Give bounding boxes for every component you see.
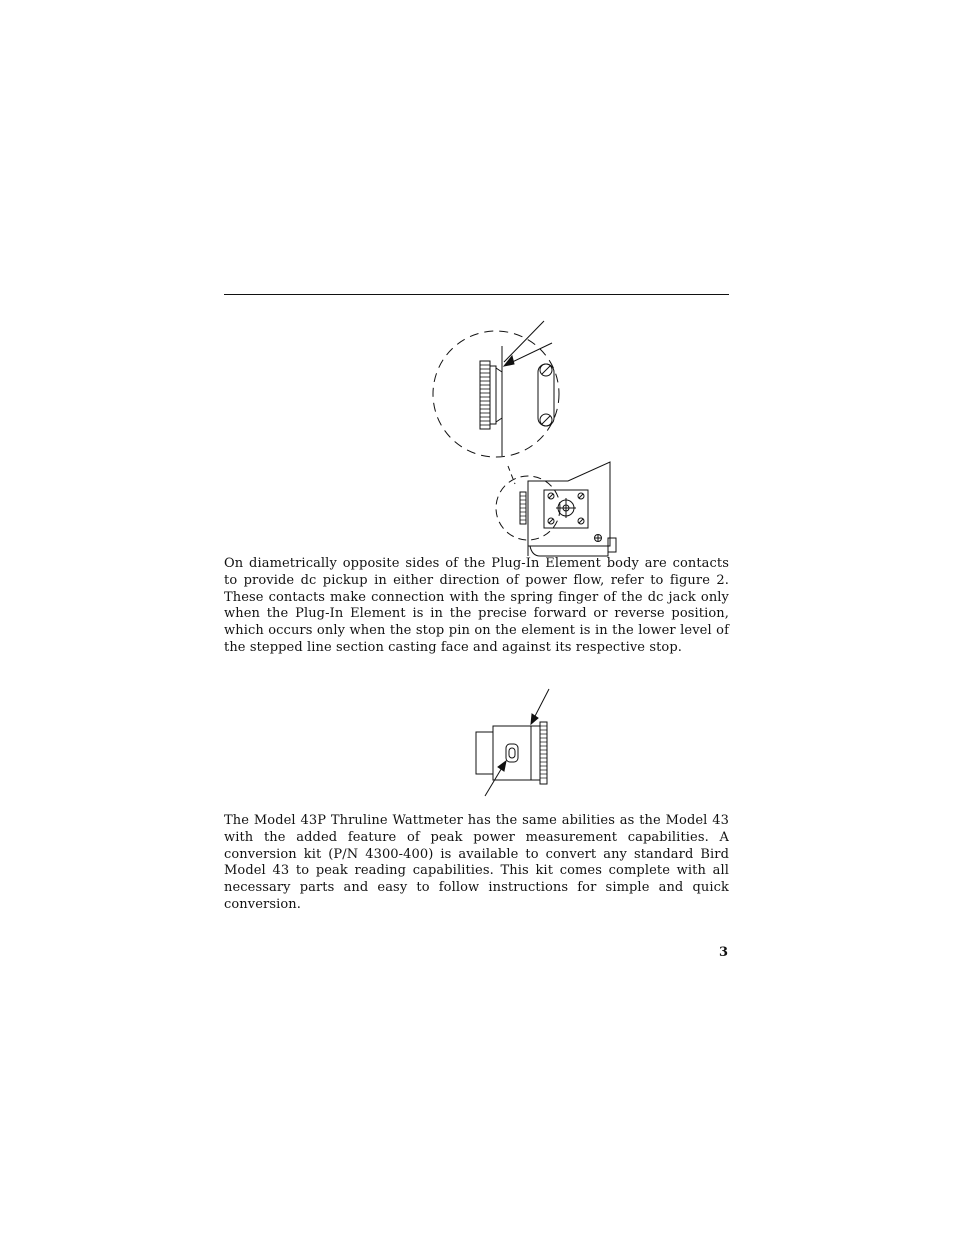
model-43p-paragraph: The Model 43P Thruline Wattmeter has the same abilities as the Model 43 with the added feature of peak power measurement capabilities. A conversion kit (P/N 4300-400) is available to convert any standard Bird Model 43 to peak reading capabilities. This kit comes complete with all necessary parts and easy to follow instructions for simple and quick conversion. bbox=[224, 813, 729, 912]
header-rule bbox=[224, 294, 729, 295]
plug-in-element-side-figure bbox=[470, 684, 570, 804]
plug-in-element-contacts-figure bbox=[420, 316, 620, 561]
dc-pickup-paragraph: On diametrically opposite sides of the Plug-In Element body are contacts to provide dc pickup in either direction of power flow, refer to figure 2. These contacts make connection with the spring finger of the dc jack only when the Plug-In Element is in the precise forward or reverse position, which occurs only when the stop pin on the element is in the lower level of the stepped line section casting face and against its respective stop. bbox=[224, 556, 729, 655]
page-number: 3 bbox=[718, 945, 728, 960]
